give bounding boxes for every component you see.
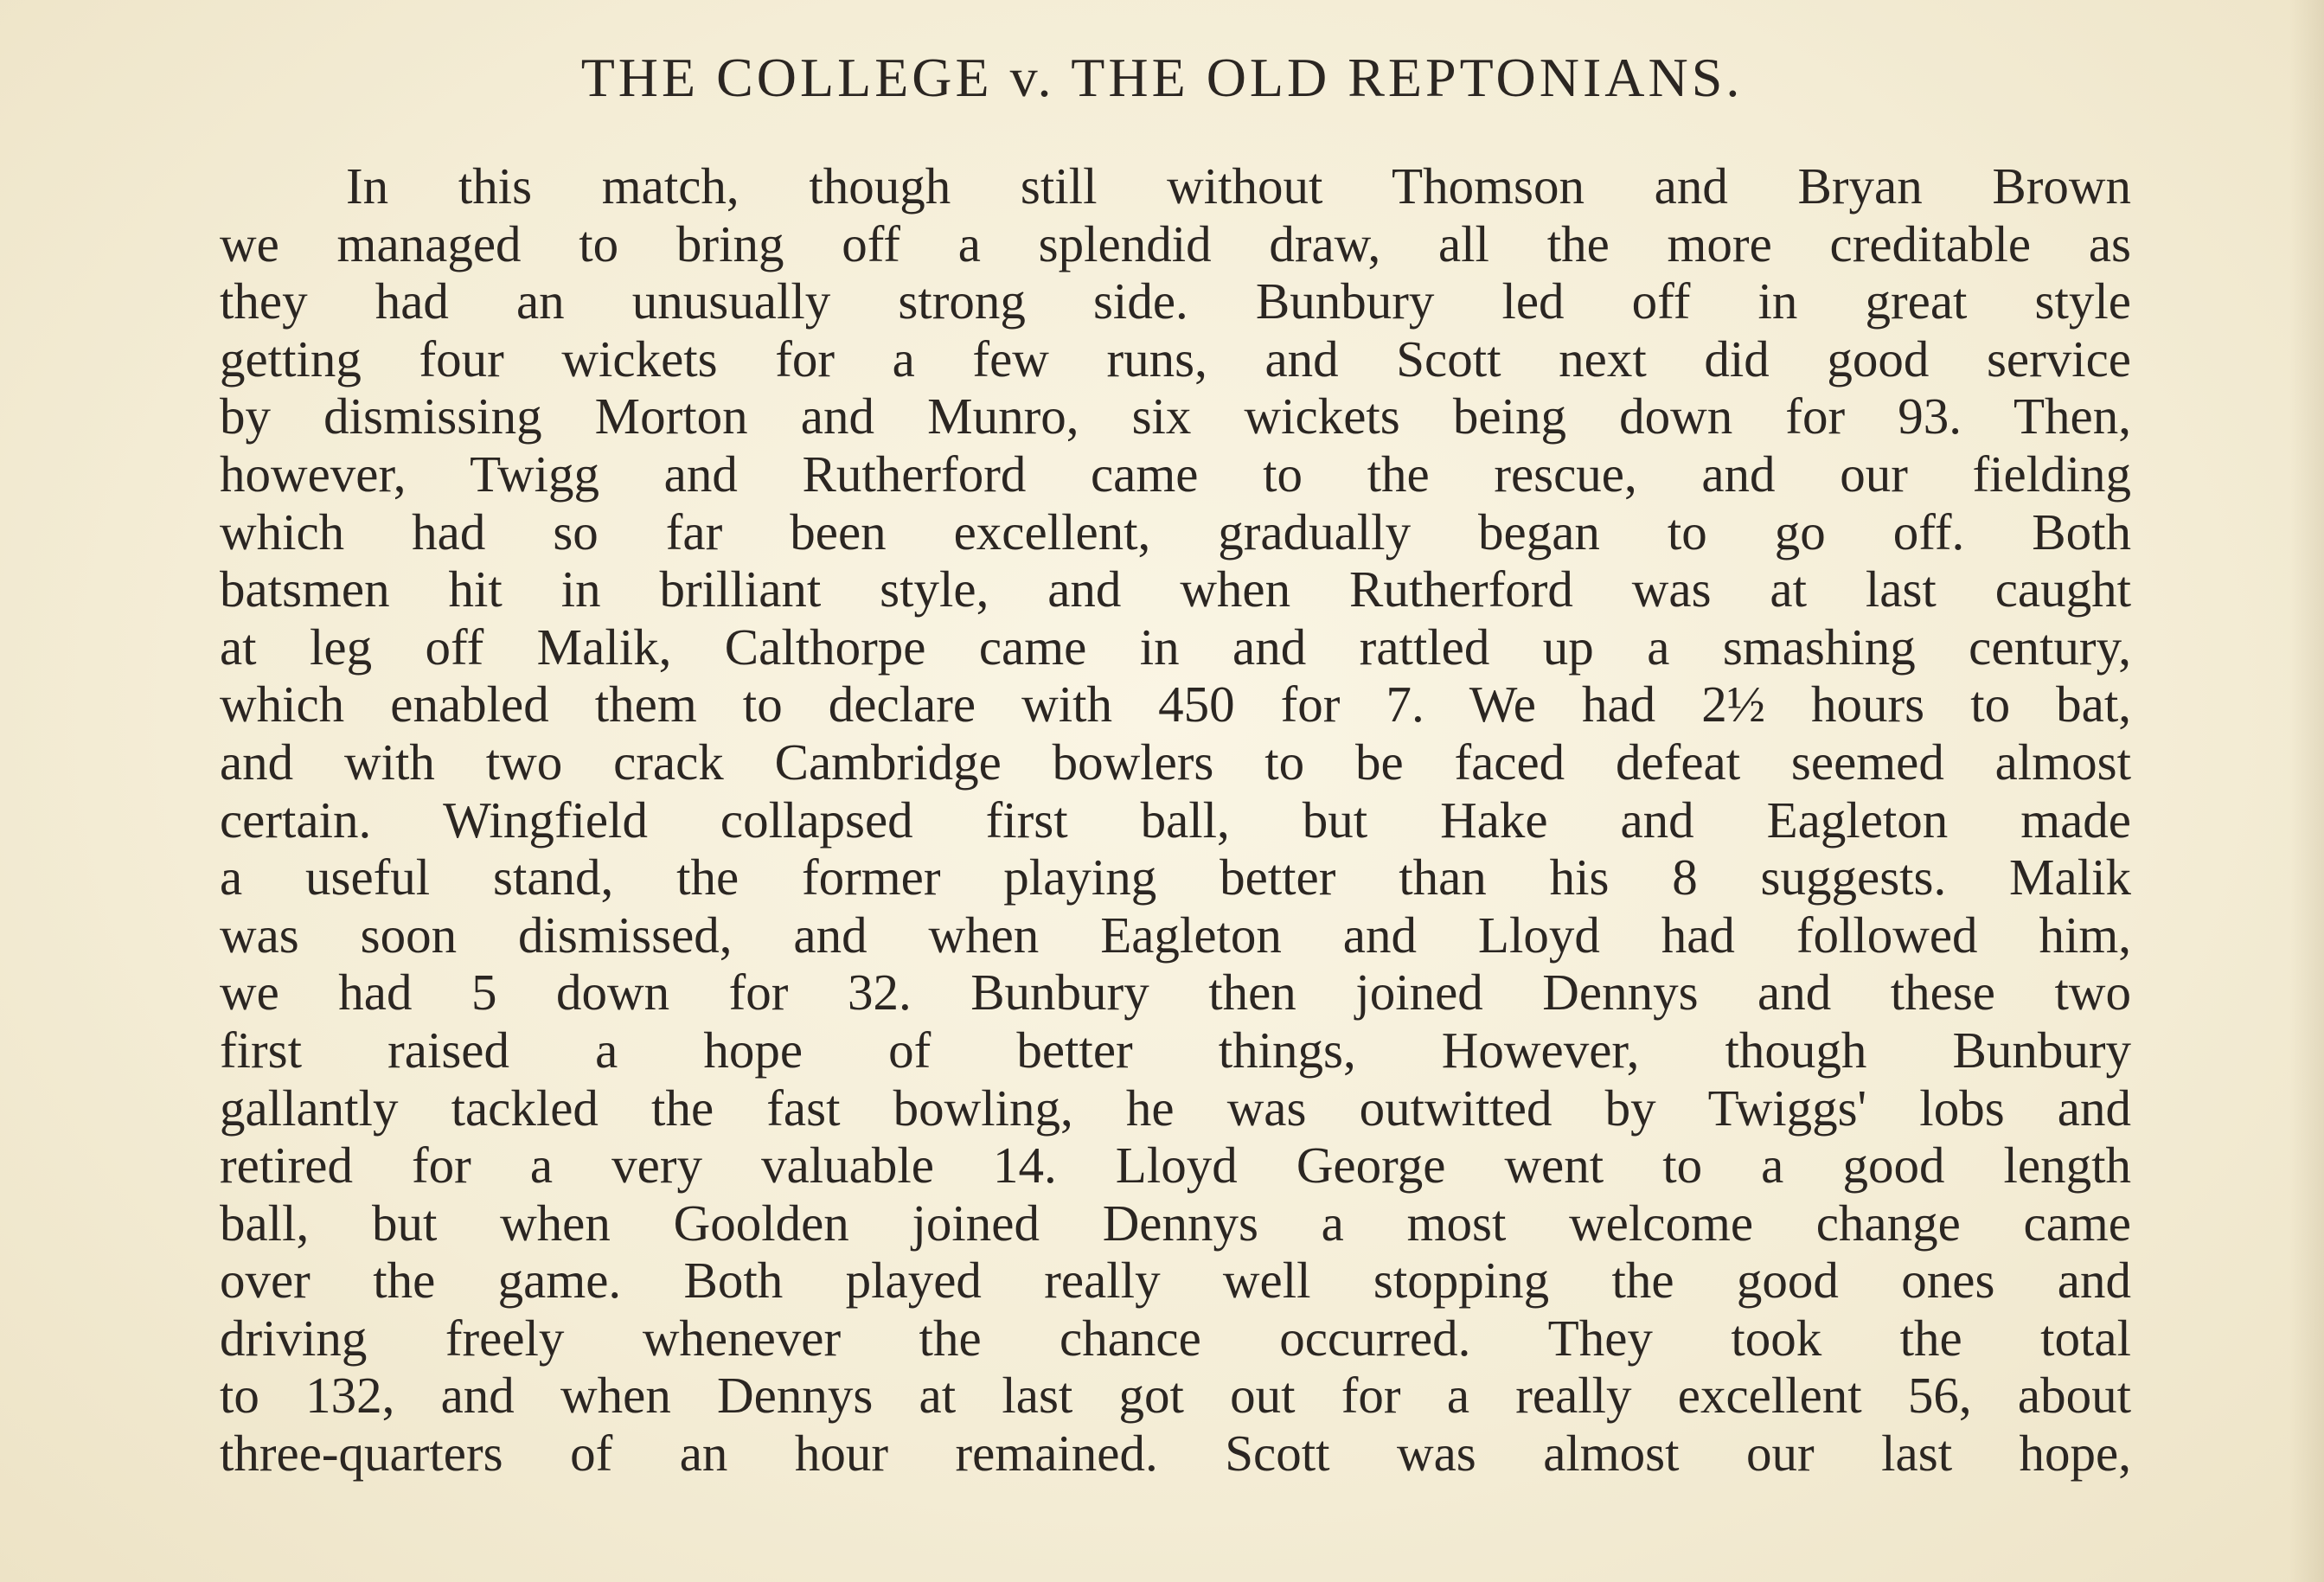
text-line: over the game. Both played really well stopping the good ones and [220, 1252, 2131, 1310]
text-line: getting four wickets for a few runs, and Scott next did good service [220, 330, 2131, 387]
text-line: they had an unusually strong side. Bunbury led off in great style [220, 272, 2131, 330]
text-line: a useful stand, the former playing better than his 8 suggests. Malik [220, 849, 2131, 906]
text-line: and with two crack Cambridge bowlers to be faced defeat seemed almost [220, 733, 2131, 791]
text-line: which had so far been excellent, gradually began to go off. Both [220, 503, 2131, 560]
text-line: was soon dismissed, and when Eagleton and Lloyd had followed him, [220, 906, 2131, 964]
body-paragraph [220, 157, 2131, 1483]
text-line: however, Twigg and Rutherford came to the rescue, and our fielding [220, 445, 2131, 503]
text-line: which enabled them to declare with 450 for 7. We had 2½ hours to bat, [220, 676, 2131, 733]
text-line: we had 5 down for 32. Bunbury then joined Dennys and these two [220, 964, 2131, 1022]
text-line: we managed to bring off a splendid draw, all the more creditable as [220, 215, 2131, 272]
text-line: In this match, though still without Thomson and Bryan Brown [346, 157, 2131, 215]
text-line: driving freely whenever the chance occurred. They took the total [220, 1309, 2131, 1367]
text-line: retired for a very valuable 14. Lloyd George went to a good length [220, 1137, 2131, 1195]
page-edge-shadow [2289, 0, 2324, 1582]
text-line: three-quarters of an hour remained. Scott was almost our last hope, [220, 1425, 2131, 1483]
text-line: first raised a hope of better things, However, though Bunbury [220, 1021, 2131, 1079]
text-line: gallantly tackled the fast bowling, he was outwitted by Twiggs' lobs and [220, 1079, 2131, 1137]
text-line: certain. Wingfield collapsed first ball, but Hake and Eagleton made [220, 791, 2131, 849]
text-line: by dismissing Morton and Munro, six wickets being down for 93. Then, [220, 387, 2131, 445]
text-line: at leg off Malik, Calthorpe came in and rattled up a smashing century, [220, 618, 2131, 676]
text-line: batsmen hit in brilliant style, and when Rutherford was at last caught [220, 560, 2131, 618]
page-title: THE COLLEGE v. THE OLD REPTONIANS. [580, 47, 1744, 108]
text-line: ball, but when Goolden joined Dennys a most welcome change came [220, 1194, 2131, 1252]
text-line: to 132, and when Dennys at last got out for a really excellent 56, about [220, 1367, 2131, 1425]
